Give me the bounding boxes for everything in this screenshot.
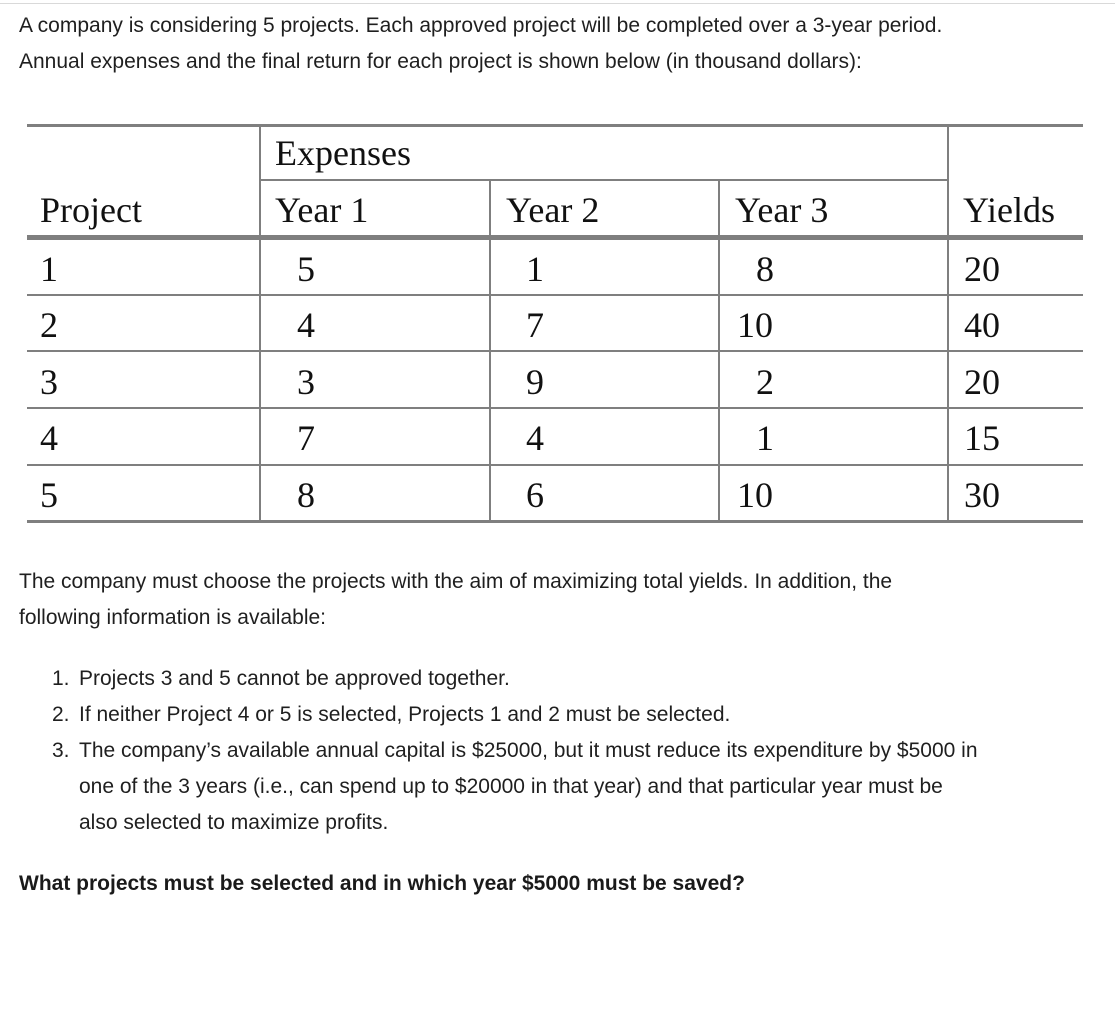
condition-number: 3.: [52, 739, 70, 762]
condition-line: also selected to maximize profits.: [79, 811, 389, 834]
table-col-rule: [947, 124, 949, 523]
condition-item: [52, 661, 1112, 697]
table-cell-year-3: 1: [756, 418, 774, 458]
table-cell-year-3: 2: [756, 362, 774, 402]
intro-paragraph: [19, 8, 1099, 80]
condition-line: one of the 3 years (i.e., can spend up to $20000 in that year) and that particular year must be: [79, 775, 943, 798]
table-cell-year-2: 6: [526, 475, 544, 515]
header-year-2: Year 2: [506, 190, 600, 230]
projects-table: [27, 124, 1083, 524]
intro-line-1: A company is considering 5 projects. Each approved project will be completed over a 3-year period.: [19, 14, 943, 37]
header-yields: Yields: [963, 190, 1056, 230]
table-cell-yields: 15: [964, 418, 1000, 458]
table-bottom-rule: [27, 520, 1083, 523]
table-col-rule: [259, 124, 261, 523]
condition-item: [52, 697, 1112, 733]
table-cell-yields: 30: [964, 475, 1000, 515]
question-text: What projects must be selected and in which year $5000 must be saved?: [19, 872, 745, 895]
table-cell-year-3: 10: [737, 305, 773, 345]
table-cell-year-2: 7: [526, 305, 544, 345]
table-cell-project: 4: [40, 418, 58, 458]
condition-line: The company’s available annual capital is $25000, but it must reduce its expenditure by $5000 in: [79, 739, 978, 762]
table-cell-yields: 40: [964, 305, 1000, 345]
table-cell-project: 2: [40, 305, 58, 345]
objective-line-1: The company must choose the projects with the aim of maximizing total yields. In addition, the: [19, 570, 893, 593]
table-cell-year-2: 1: [526, 249, 544, 289]
table-col-rule: [718, 179, 720, 523]
table-header-rule: [27, 235, 1083, 240]
table-expenses-rule: [259, 179, 949, 181]
table-top-rule: [27, 124, 1083, 127]
header-year-3: Year 3: [735, 190, 829, 230]
table-cell-year-2: 9: [526, 362, 544, 402]
objective-line-2: following information is available:: [19, 606, 326, 629]
table-cell-project: 5: [40, 475, 58, 515]
header-project: Project: [40, 190, 142, 230]
table-cell-project: 1: [40, 249, 58, 289]
table-row-rule: [27, 407, 1083, 409]
expenses-group-header: Expenses: [275, 133, 411, 173]
condition-item: [52, 733, 1112, 841]
table-cell-project: 3: [40, 362, 58, 402]
table-cell-year-1: 7: [297, 418, 315, 458]
table-cell-year-1: 4: [297, 305, 315, 345]
intro-line-2: Annual expenses and the final return for each project is shown below (in thousand dollars):: [19, 50, 862, 73]
table-cell-yields: 20: [964, 362, 1000, 402]
condition-number: 1.: [52, 667, 70, 690]
table-cell-year-2: 4: [526, 418, 544, 458]
table-row-rule: [27, 464, 1083, 466]
table-cell-year-1: 8: [297, 475, 315, 515]
objective-paragraph: [19, 564, 1099, 636]
table-cell-year-1: 5: [297, 249, 315, 289]
table-cell-yields: 20: [964, 249, 1000, 289]
condition-line: Projects 3 and 5 cannot be approved together.: [79, 667, 510, 690]
table-col-rule: [489, 179, 491, 523]
table-row-rule: [27, 294, 1083, 296]
table-cell-year-3: 10: [737, 475, 773, 515]
condition-number: 2.: [52, 703, 70, 726]
conditions-list: [52, 661, 1112, 841]
condition-line: If neither Project 4 or 5 is selected, Projects 1 and 2 must be selected.: [79, 703, 731, 726]
header-year-1: Year 1: [275, 190, 369, 230]
table-row-rule: [27, 350, 1083, 352]
top-divider: [0, 3, 1115, 4]
table-cell-year-1: 3: [297, 362, 315, 402]
table-cell-year-3: 8: [756, 249, 774, 289]
